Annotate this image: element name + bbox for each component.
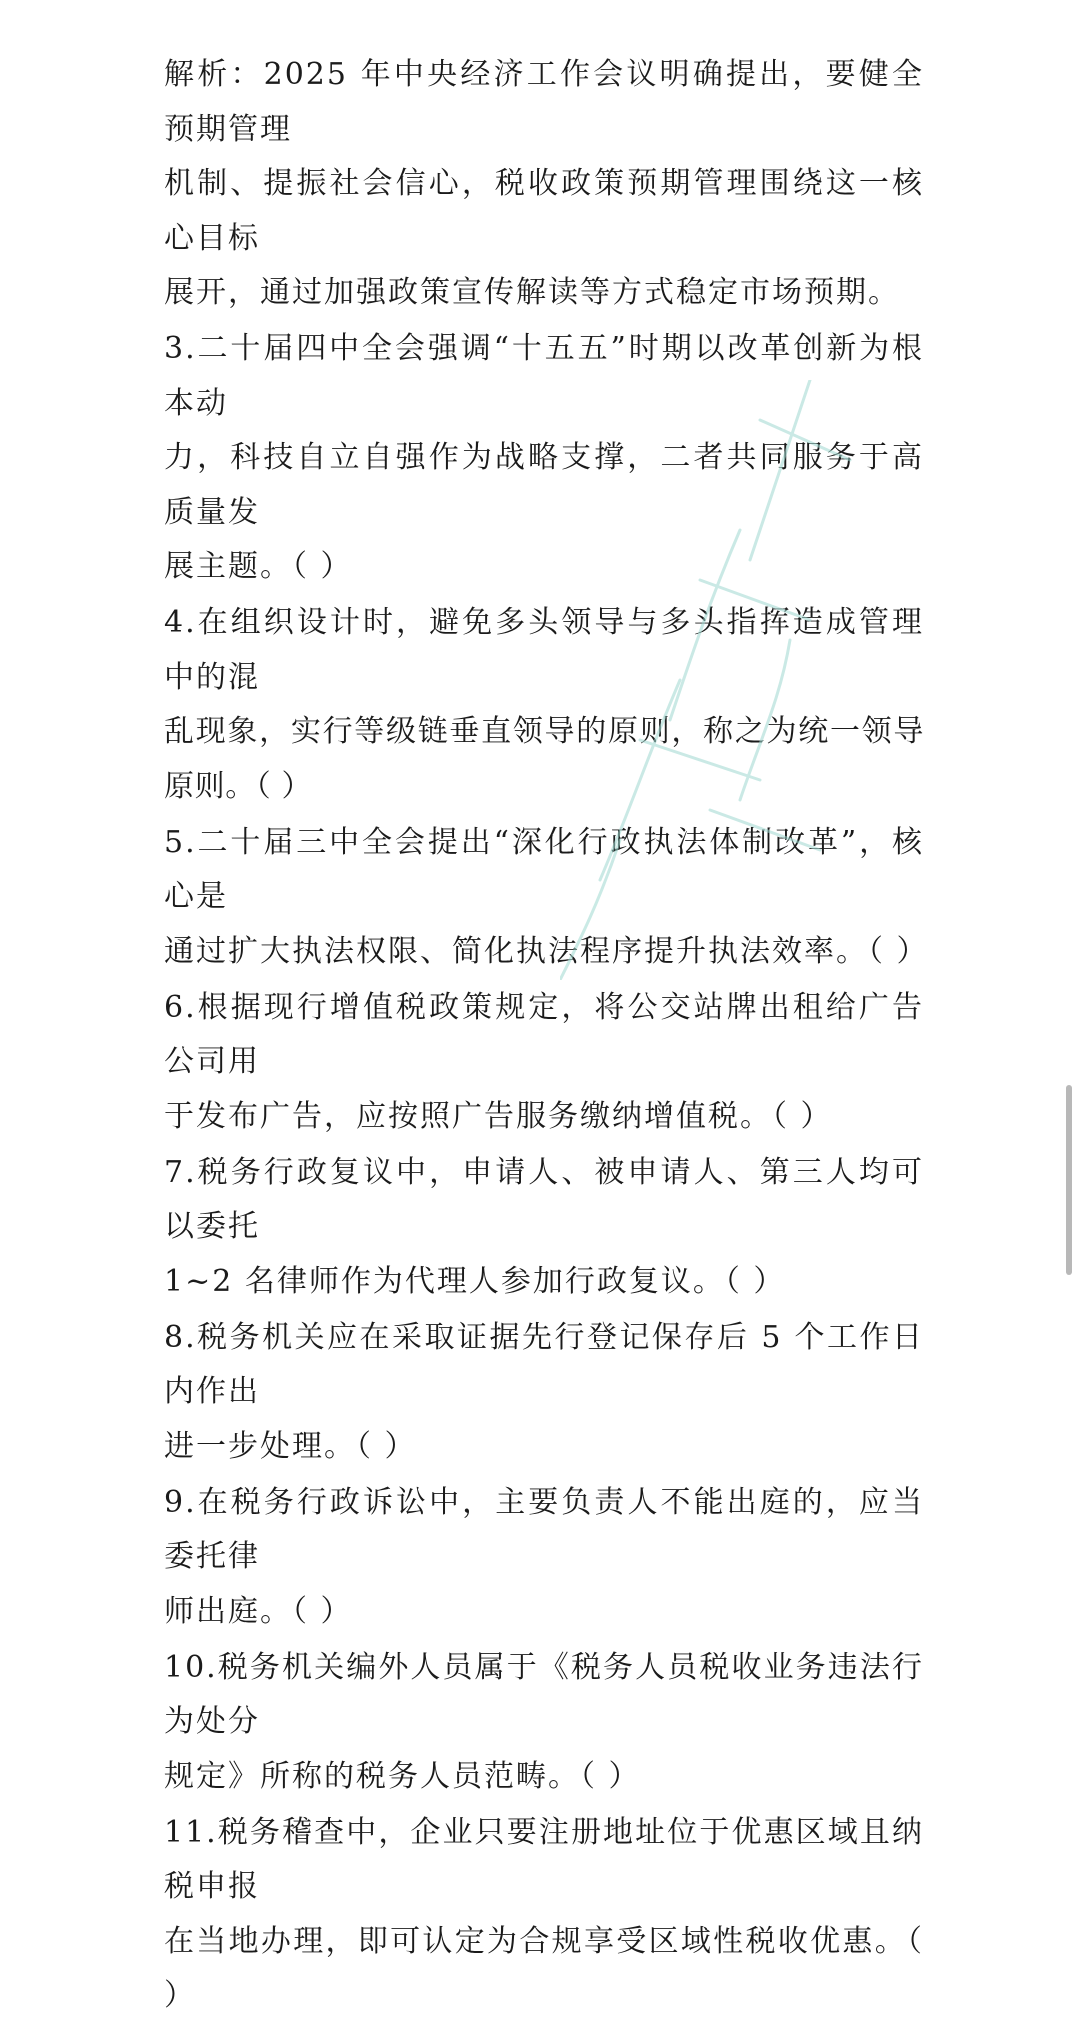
text-line: 4.在组织设计时，避免多头领导与多头指挥造成管理中的混 — [164, 605, 924, 695]
question-11 — [164, 1806, 924, 2024]
document-content — [164, 48, 929, 2025]
text-line: 进一步处理。（ ） — [164, 1428, 417, 1464]
text-line: 8.税务机关应在采取证据先行登记保存后 5 个工作日内作出 — [164, 1319, 924, 1409]
question-7 — [164, 1146, 924, 1310]
scrollbar-thumb[interactable] — [1066, 1085, 1072, 1275]
text-line: 乱现象，实行等级链垂直领导的原则，称之为统一领导原则。（ ） — [164, 714, 924, 804]
text-line: 5.二十届三中全会提出“深化行政执法体制改革”，核心是 — [164, 824, 924, 914]
text-line: 1~2 名律师作为代理人参加行政复议。（ ） — [164, 1263, 786, 1299]
text-line: 于发布广告，应按照广告服务缴纳增值税。（ ） — [164, 1098, 833, 1134]
text-line: 通过扩大执法权限、简化执法程序提升执法效率。（ ） — [164, 933, 929, 969]
text-line: 展主题。（ ） — [164, 549, 353, 584]
text-line: 3.二十届四中全会强调“十五五”时期以改革创新为根本动 — [164, 331, 924, 421]
text-line: 7.税务行政复议中，申请人、被申请人、第三人均可以委托 — [164, 1154, 924, 1244]
text-line: 解析：2025 年中央经济工作会议明确提出，要健全预期管理 — [164, 57, 924, 147]
text-line: 力，科技自立自强作为战略支撑，二者共同服务于高质量发 — [164, 440, 924, 530]
text-line: 师出庭。（ ） — [164, 1593, 353, 1629]
analysis-paragraph — [164, 48, 924, 321]
question-9 — [164, 1476, 924, 1640]
text-line: 9.在税务行政诉讼中，主要负责人不能出庭的，应当委托律 — [164, 1484, 924, 1574]
text-line: 10.税务机关编外人员属于《税务人员税收业务违法行为处分 — [164, 1649, 924, 1739]
text-line: 在当地办理，即可认定为合规享受区域性税收优惠。（ ） — [164, 1923, 924, 2013]
question-3 — [164, 322, 924, 595]
question-5 — [164, 816, 929, 980]
text-line: 机制、提振社会信心，税收政策预期管理围绕这一核心目标 — [164, 166, 924, 256]
text-line: 展开，通过加强政策宣传解读等方式稳定市场预期。 — [164, 275, 900, 310]
text-line: 规定》所称的税务人员范畴。（ ） — [164, 1758, 641, 1794]
question-6 — [164, 981, 924, 1145]
question-4 — [164, 596, 924, 814]
text-line: 11.税务稽查中，企业只要注册地址位于优惠区域且纳税申报 — [164, 1814, 924, 1904]
question-10 — [164, 1641, 924, 1805]
text-line: 6.根据现行增值税政策规定，将公交站牌出租给广告公司用 — [164, 989, 924, 1079]
question-8 — [164, 1311, 924, 1475]
